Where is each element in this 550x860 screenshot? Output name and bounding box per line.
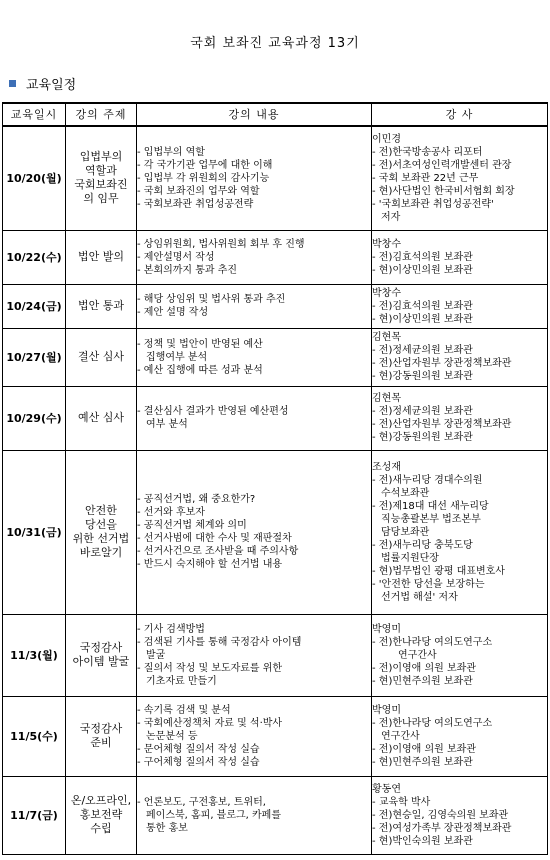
row-content: - 상임위원회, 법사위원회 회부 후 진행 - 제안설명서 작성 - 본회의까지 통과 추진 — [137, 230, 372, 284]
row-date: 10/29(수) — [3, 386, 66, 450]
table-row — [3, 126, 548, 230]
row-content: - 정책 및 법안이 반영된 예산 집행여부 분석 - 예산 집행에 따른 성과 분석 — [137, 328, 372, 386]
row-lecturer: 조성재 - 전)새누리당 경대수의원 수석보좌관 - 전)제18대 대선 새누리당 직능총괄본부 법조본부 담당보좌관 - 전)새누리당 충북도당 법률지원단장 - 현)법무법인 광평 대표변호사 - '안전한 당선을 보장하는 선거법 해설' 저자 — [372, 450, 548, 614]
row-content: - 입법부의 역할 - 각 국가기관 업무에 대한 이해 - 입법부 각 위원회의 감사기능 - 국회 보좌진의 업무와 역할 - 국회보좌관 취업성공전략 — [137, 126, 372, 230]
table-row — [3, 328, 548, 386]
row-content: - 결산심사 결과가 반영된 예산편성 여부 분석 — [137, 386, 372, 450]
row-lecturer: 박영미 - 전)한나라당 여의도연구소 연구간사 - 전)이영애 의원 보좌관 - 현)민현주의원 보좌관 — [372, 614, 548, 696]
row-topic: 결산 심사 — [66, 328, 137, 386]
header-lecturer: 강 사 — [372, 103, 548, 126]
row-content: - 속기록 검색 및 분석 - 국회예산정책처 자료 및 석·박사 논문분석 등 - 문어체형 질의서 작성 실습 - 구어체형 질의서 작성 실습 — [137, 696, 372, 776]
schedule-table — [2, 102, 548, 855]
row-content: - 기사 검색방법 - 검색된 기사를 통해 국정감사 아이템 발굴 - 질의서 작성 및 보도자료를 위한 기초자료 만들기 — [137, 614, 372, 696]
row-topic: 온/오프라인, 홍보전략 수립 — [66, 776, 137, 854]
row-date: 11/5(수) — [3, 696, 66, 776]
table-row — [3, 614, 548, 696]
row-lecturer: 황동연 - 교육학 박사 - 전)현승일, 김영숙의원 보좌관 - 전)여성가족부 장관정책보좌관 - 현)박인숙의원 보좌관 — [372, 776, 548, 854]
table-row — [3, 230, 548, 284]
header-topic: 강의 주제 — [66, 103, 137, 126]
header-date: 교육일시 — [3, 103, 66, 126]
row-lecturer: 이민경 - 전)한국방송공사 리포터 - 전)서초여성인력개발센터 관장 - 국회 보좌관 22년 근무 - 현)사단법인 한국비서협회 회장 - '국회보좌관 취업성공전략' 저자 — [372, 126, 548, 230]
row-topic: 법안 통과 — [66, 284, 137, 328]
row-topic: 법안 발의 — [66, 230, 137, 284]
row-lecturer: 박창수 - 전)김효석의원 보좌관 - 현)이상민의원 보좌관 — [372, 230, 548, 284]
section-heading — [9, 74, 76, 93]
row-content: - 공직선거법, 왜 중요한가? - 선거와 후보자 - 공직선거법 체계와 의미 - 선거사범에 대한 수사 및 재판절차 - 선거사건으로 조사받을 때 주의사항 - 반드시 숙지해야 할 선거법 내용 — [137, 450, 372, 614]
row-date: 11/7(금) — [3, 776, 66, 854]
table-row — [3, 284, 548, 328]
row-lecturer: 김현목 - 전)정세균의원 보좌관 - 전)산업자원부 장관정책보좌관 - 현)강동원의원 보좌관 — [372, 328, 548, 386]
row-topic: 국정감사 아이템 발굴 — [66, 614, 137, 696]
row-lecturer: 박창수 - 전)김효석의원 보좌관 - 현)이상민의원 보좌관 — [372, 284, 548, 328]
row-date: 11/3(월) — [3, 614, 66, 696]
row-topic: 국정감사 준비 — [66, 696, 137, 776]
table-row — [3, 386, 548, 450]
row-content: - 언론보도, 구전홍보, 트위터, 페이스북, 홈피, 블로그, 카페를 통한 홍보 — [137, 776, 372, 854]
row-date: 10/20(월) — [3, 126, 66, 230]
table-row — [3, 450, 548, 614]
row-date: 10/31(금) — [3, 450, 66, 614]
row-topic: 예산 심사 — [66, 386, 137, 450]
header-content: 강의 내용 — [137, 103, 372, 126]
section-label: 교육일정 — [26, 78, 77, 93]
row-date: 10/24(금) — [3, 284, 66, 328]
row-date: 10/27(월) — [3, 328, 66, 386]
row-topic: 안전한 당선을 위한 선거법 바로알기 — [66, 450, 137, 614]
table-header-row — [3, 103, 548, 126]
row-lecturer: 김현목 - 전)정세균의원 보좌관 - 전)산업자원부 장관정책보좌관 - 현)강동원의원 보좌관 — [372, 386, 548, 450]
row-content: - 해당 상임위 및 법사위 통과 추진 - 제안 설명 작성 — [137, 284, 372, 328]
row-topic: 입법부의 역할과 국회보좌진 의 임무 — [66, 126, 137, 230]
table-row — [3, 776, 548, 854]
document-title: 국회 보좌진 교육과정 13기 — [190, 36, 360, 51]
table-row — [3, 696, 548, 776]
square-bullet-icon — [9, 80, 16, 87]
row-lecturer: 박영미 - 전)한나라당 여의도연구소 연구간사 - 전)이영애 의원 보좌관 - 현)민현주의원 보좌관 — [372, 696, 548, 776]
row-date: 10/22(수) — [3, 230, 66, 284]
